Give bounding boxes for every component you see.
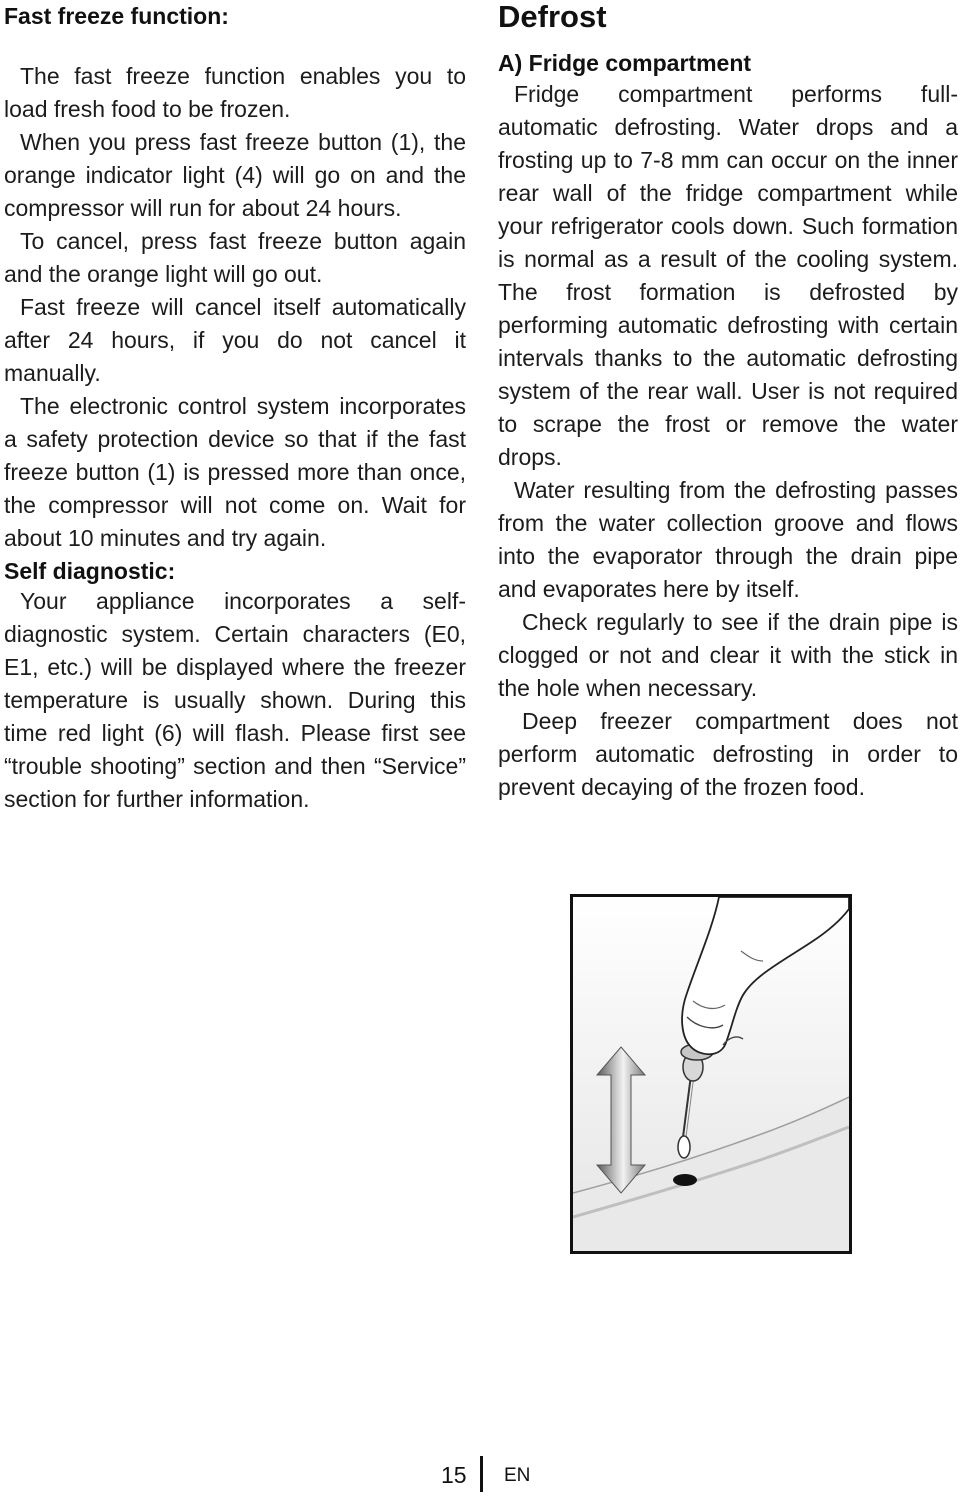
fast-freeze-paragraph: Fast freeze will cancel itself automatically after 24 hours, if you do not cancel it manually.: [4, 294, 466, 386]
fast-freeze-paragraph: The electronic control system incorporates a safety protection device so that if the fast freeze button (1) is pressed more than once, the compressor will not come on. Wait for about 10 minutes and try again.: [4, 393, 466, 551]
defrost-paragraph: Check regularly to see if the drain pipe is clogged or not and clear it with the stick in the hole when necessary.: [498, 609, 958, 701]
drain-hole-icon: [673, 1174, 697, 1186]
fast-freeze-paragraph: To cancel, press fast freeze button again and the orange light will go out.: [4, 228, 466, 287]
drain-cleaning-illustration: [570, 894, 852, 1254]
fast-freeze-heading: Fast freeze function:: [4, 3, 229, 29]
defrost-title: Defrost: [498, 0, 607, 34]
page-number: 15: [441, 1462, 467, 1488]
defrost-paragraph: Deep freezer compartment does not perform automatic defrosting in order to prevent decaying of the frozen food.: [498, 708, 958, 800]
fast-freeze-paragraph: When you press fast freeze button (1), the orange indicator light (4) will go on and the compressor will run for about 24 hours.: [4, 129, 466, 221]
fridge-compartment-subtitle: A) Fridge compartment: [498, 50, 752, 76]
defrost-paragraph: Fridge compartment performs full-automatic defrosting. Water drops and a frosting up to 7-8 mm can occur on the inner rear wall of the fridge compartment while your refrigerator cools down. Such formation is normal as a result of the cooling system. The frost formation is defrosted by performing automatic defrosting with certain intervals thanks to the automatic defrosting system of the rear wall. User is not required to scrape the frost or remove the water drops.: [498, 81, 958, 470]
fast-freeze-paragraph: The fast freeze function enables you to load fresh food to be frozen.: [4, 63, 466, 122]
self-diagnostic-heading: Self diagnostic:: [4, 558, 176, 584]
language-code: EN: [504, 1465, 531, 1486]
page-footer: [0, 1456, 960, 1492]
footer-divider: [480, 1456, 483, 1492]
defrost-paragraph: Water resulting from the defrosting passes from the water collection groove and flows into the evaporator through the drain pipe and evaporates here by itself.: [498, 477, 958, 602]
self-diagnostic-paragraph: Your appliance incorporates a self-diagnostic system. Certain characters (E0, E1, etc.) will be displayed where the freezer temperature is usually shown. During this time red light (6) will flash. Please first see “trouble shooting” section and then “Service” section for further information.: [4, 588, 466, 812]
left-column: [4, 0, 466, 816]
right-column: [498, 0, 958, 804]
